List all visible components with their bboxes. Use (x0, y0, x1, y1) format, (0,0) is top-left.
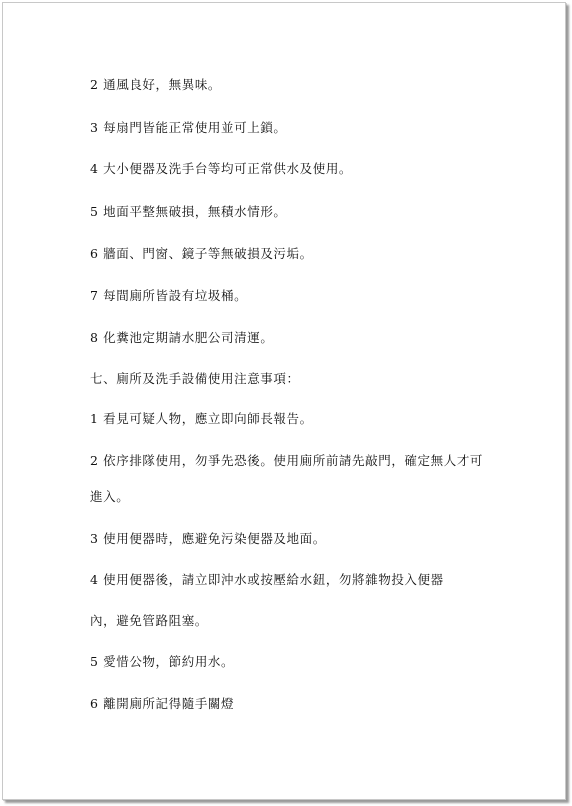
text-line-avoid-pollution: 3 使用便器時，應避免污染便器及地面。 (90, 531, 326, 546)
text-line-doors: 3 每扇門皆能正常使用並可上鎖。 (90, 120, 287, 135)
text-line-queue: 2 依序排隊使用，勿爭先恐後。使用廁所前請先敲門，確定無人才可 (90, 453, 484, 468)
text-line-trash-bins: 7 每間廁所皆設有垃圾桶。 (90, 288, 248, 303)
text-line-lights-off: 6 離開廁所記得隨手關燈 (90, 696, 235, 711)
text-line-septic-tank: 8 化糞池定期請水肥公司清運。 (90, 330, 274, 345)
text-line-floor: 5 地面平整無破損，無積水情形。 (90, 204, 287, 219)
document-page (2, 2, 566, 800)
text-line-walls: 6 牆面、門窗、鏡子等無破損及污垢。 (90, 246, 313, 261)
text-line-save-water: 5 愛惜公物，節約用水。 (90, 654, 235, 669)
text-line-water-supply: 4 大小便器及洗手台等均可正常供水及使用。 (90, 161, 353, 176)
text-line-ventilation: 2 通風良好，無異味。 (90, 77, 222, 92)
text-line-flush-cont: 內，避免管路阻塞。 (90, 613, 208, 628)
text-line-suspicious: 1 看見可疑人物，應立即向師長報告。 (90, 411, 313, 426)
text-line-queue-cont: 進入。 (90, 489, 130, 504)
text-line-flush: 4 使用便器後，請立即沖水或按壓給水鈕，勿將雜物投入便器 (90, 572, 444, 587)
section-heading: 七、廁所及洗手設備使用注意事項： (90, 371, 300, 386)
